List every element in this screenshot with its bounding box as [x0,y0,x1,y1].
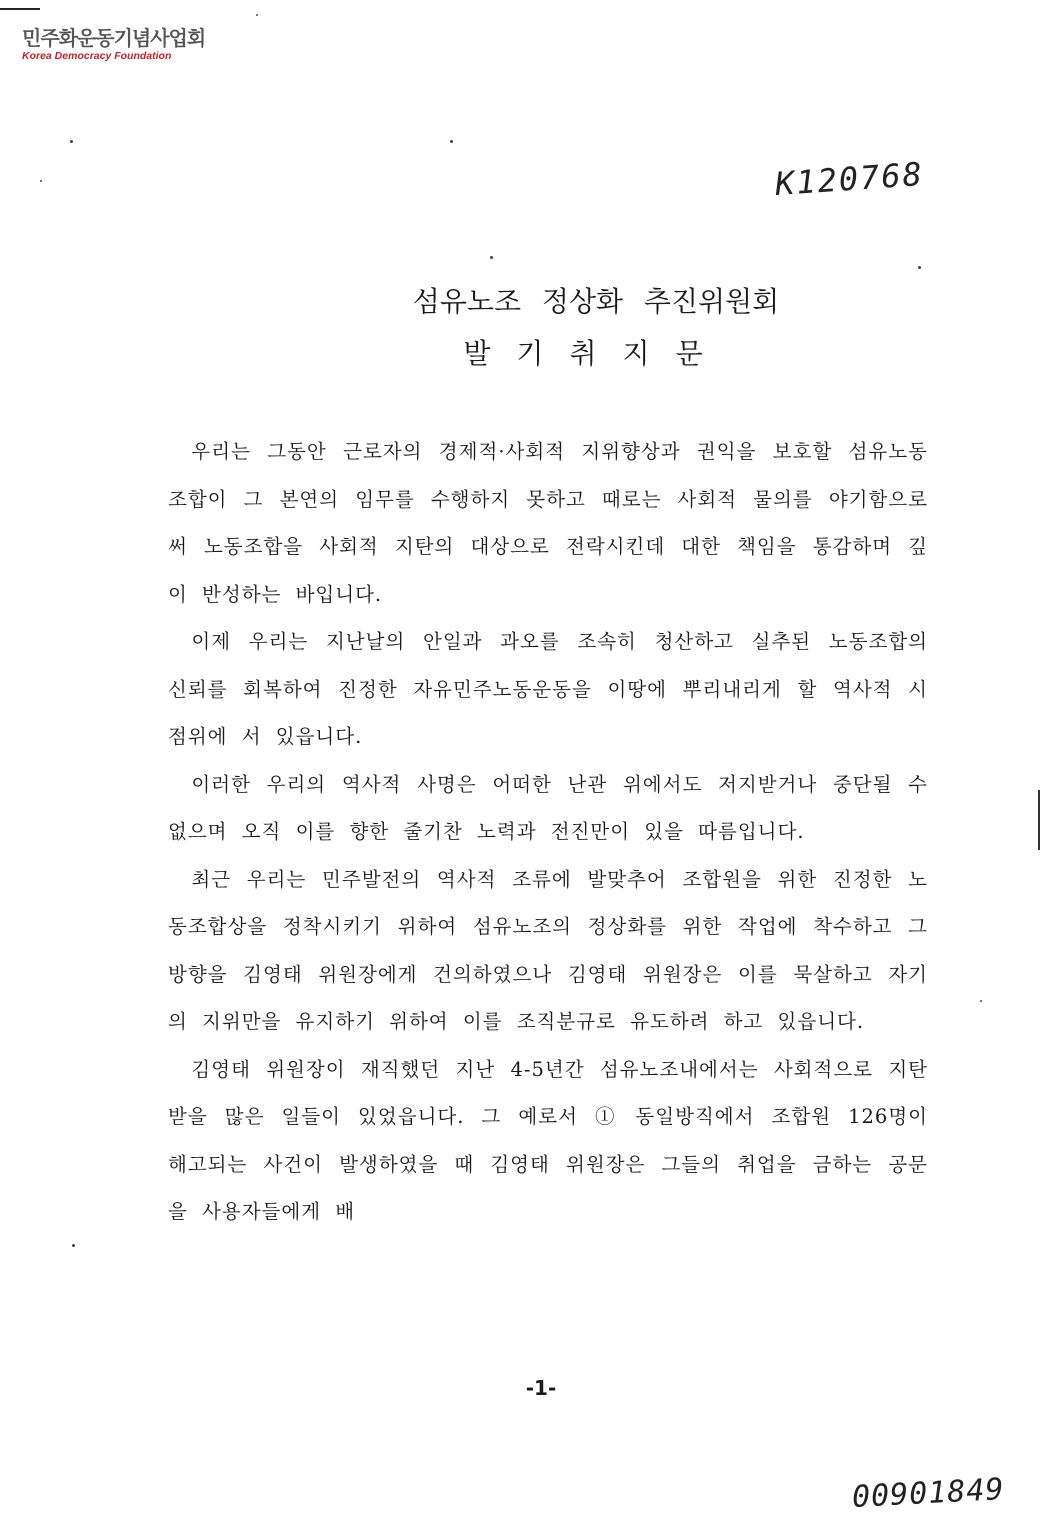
scan-speck [450,140,453,143]
paragraph-1: 우리는 그동안 근로자의 경제적·사회적 지위향상과 권익을 보호할 섬유노동조합이 그 본연의 임무를 수행하지 못하고 때로는 사회적 물의를 야기함으로써 노동조합을 사회적 지탄의 대상으로 전락시킨데 대한 책임을 통감하며 깊이 반성하는 바입니다. [168,440,928,606]
document-subtitle: 발기취지문 [463,337,729,370]
paragraph-2: 이제 우리는 지난날의 안일과 과오를 조속히 청산하고 실추된 노동조합의 신뢰를 회복하여 진정한 자유민주노동운동을 이땅에 뿌리내리게 할 역사적 시점위에 서 있읍니다. [168,630,928,748]
scan-top-rule [0,8,40,10]
logo-korean-text: 민주화운동기념사업회 [22,26,206,50]
scan-speck [40,180,42,182]
scan-speck [70,140,73,143]
page-number: -1- [525,1376,557,1400]
scan-speck [72,1244,75,1247]
scan-speck [980,1000,982,1002]
handwritten-document-code: K120768 [773,154,926,204]
scan-speck [918,266,921,269]
document-body [168,428,928,1236]
paragraph-3: 이러한 우리의 역사적 사명은 어떠한 난관 위에서도 저지받거나 중단될 수 없으며 오직 이를 향한 줄기찬 노력과 전진만이 있을 따름입니다. [168,772,928,843]
scan-speck [256,14,258,16]
logo-english-text: Korea Democracy Foundation [22,50,172,62]
paragraph-5: 김영태 위원장이 재직했던 지난 4-5년간 섬유노조내에서는 사회적으로 지탄받을 많은 일들이 있었읍니다. 그 예로서 ① 동일방직에서 조합원 126명이 해고되는 사건이 발생하였을 때 김영태 위원장은 그들의 취업을 금하는 공문을 사용자들에게 배 [168,1057,928,1223]
document-title: 섬유노조 정상화 추진위원회 [412,285,780,318]
foundation-logo [22,26,206,62]
scan-margin-mark [1038,790,1040,850]
paragraph-4: 최근 우리는 민주발전의 역사적 조류에 발맞추어 조합원을 위한 진정한 노동조합상을 정착시키기 위하여 섬유노조의 정상화를 위한 작업에 착수하고 그 방향을 김영태 위원장에게 건의하였으나 김영태 위원장은 이를 묵살하고 자기의 지위만을 유지하기 위하여 이를 조직분규로 유도하려 하고 있읍니다. [168,867,928,1033]
handwritten-archive-code: 00901849 [850,1472,1005,1515]
scan-speck [490,256,493,259]
